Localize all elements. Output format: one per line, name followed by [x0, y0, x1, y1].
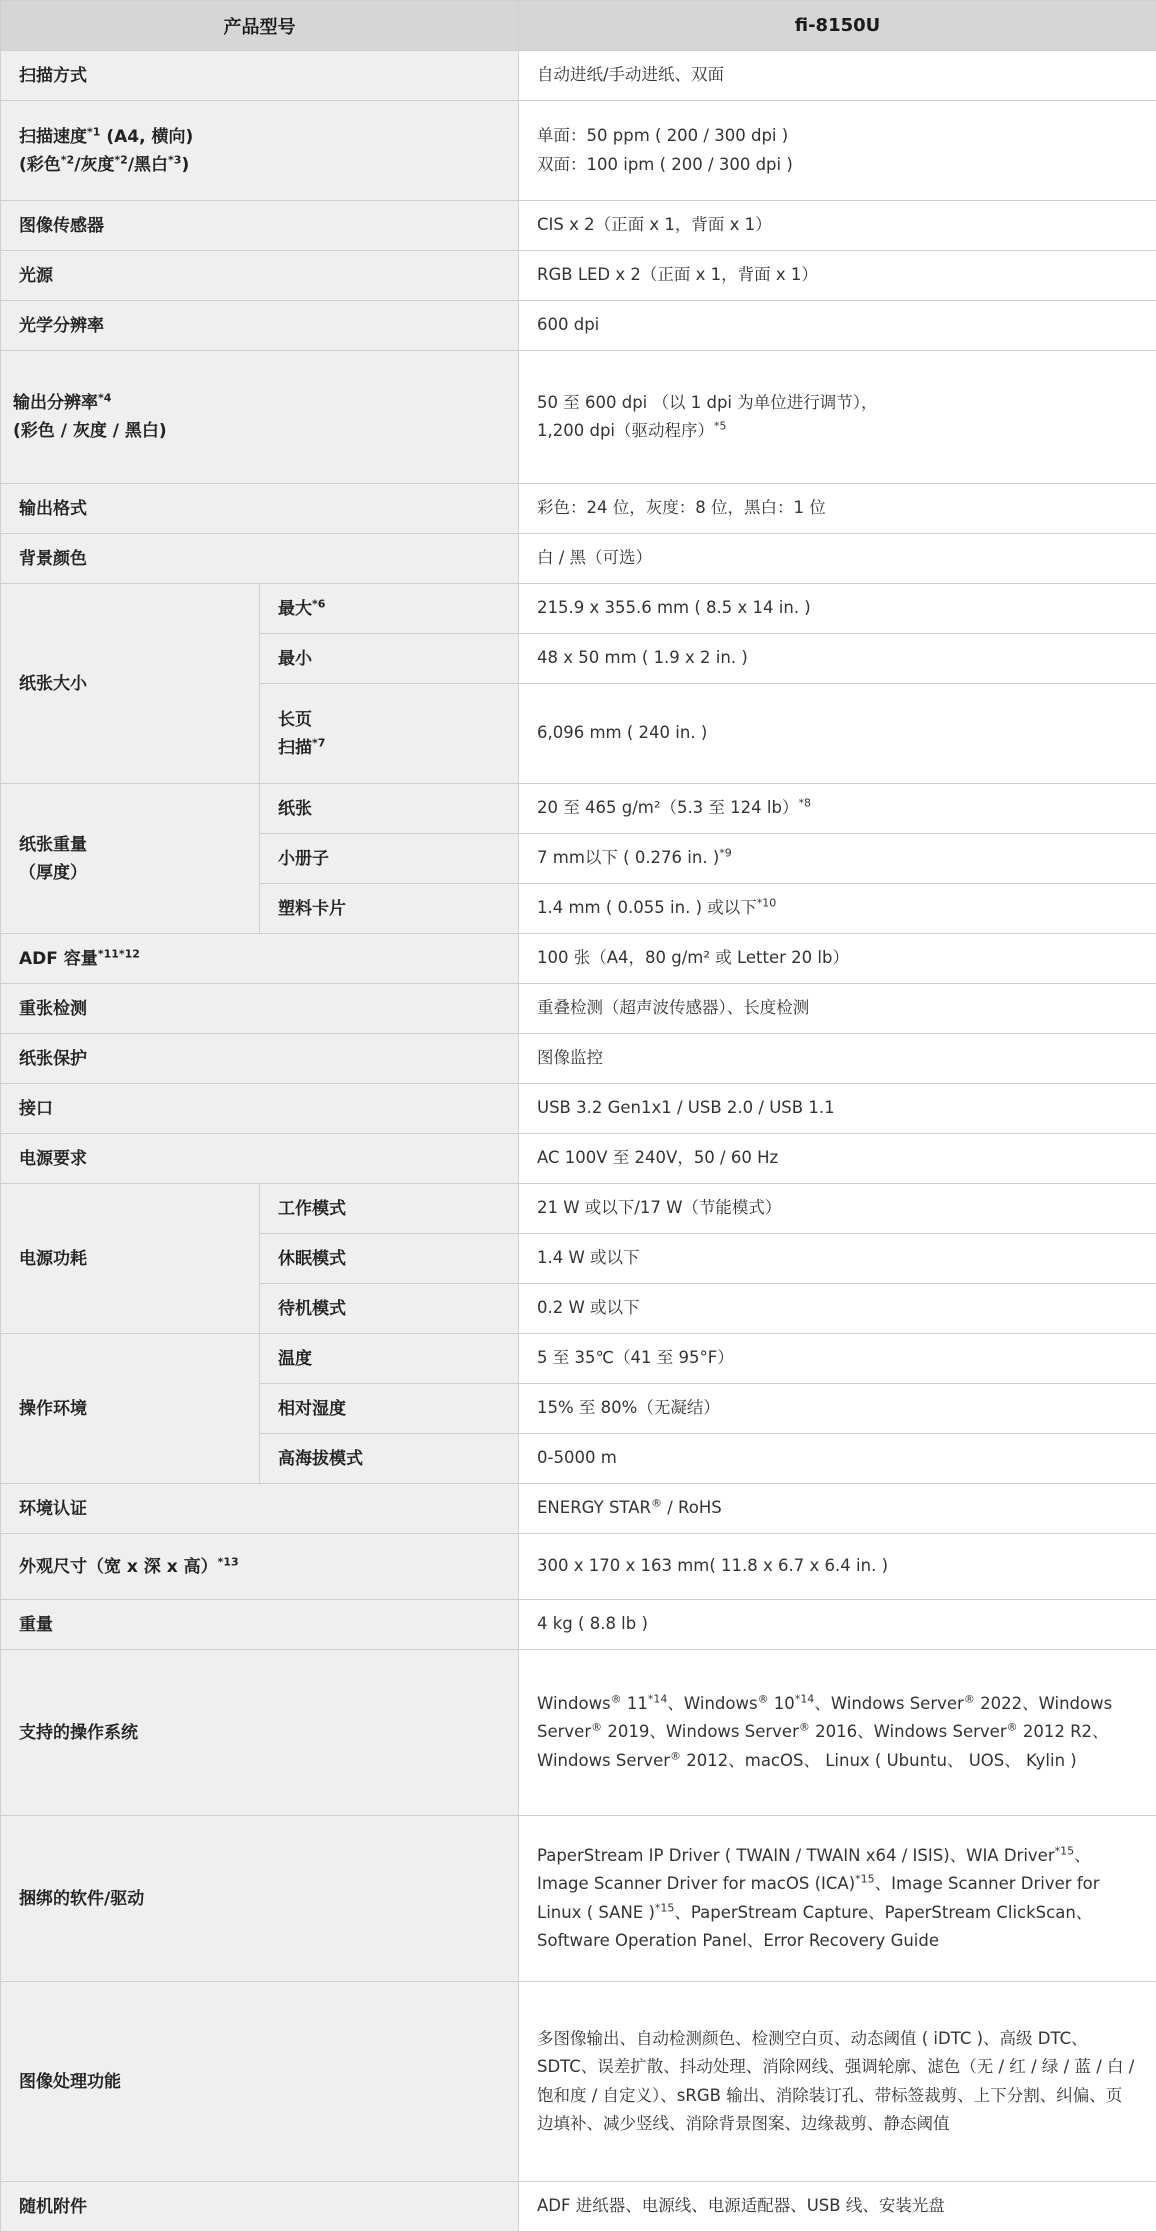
temperature-label: 温度	[260, 1334, 519, 1384]
image-sensor-label: 图像传感器	[1, 201, 519, 251]
background-color-label: 背景颜色	[1, 534, 519, 584]
bundled-software-label: 捆绑的软件/驱动	[1, 1816, 519, 1982]
output-format-value: 彩色：24 位，灰度：8 位，黑白：1 位	[519, 484, 1156, 534]
image-processing-value: 多图像输出、自动检测颜色、检测空白页、动态阈值 ( iDTC )、高级 DTC、SDTC、误差扩散、抖动处理、消除网线、强调轮廓、滤色（无 / 红 / 绿 / 蓝 / 白 /饱和度 / 自定义）、sRGB 输出、消除装订孔、带标签裁剪、上下分割、纠偏、页边填补、减少竖线、消除背景图案、边缘裁剪、静态阈值	[519, 1982, 1156, 2182]
table-row	[1, 484, 1156, 534]
supported-os-value: Windows® 11$^{*14}$、Windows® 10$^{*14}$、Windows Server® 2022、Windows Server® 2019、Windows Server® 2016、Windows Server® 2012 R2、Windows Server® 2012、macOS、 Linux ( Ubuntu、 UOS、 Kylin )	[519, 1650, 1156, 1816]
table-row	[1, 251, 1156, 301]
paper-protection-label: 纸张保护	[1, 1034, 519, 1084]
multifeed-detection-value: 重叠检测（超声波传感器）、长度检测	[519, 984, 1156, 1034]
table-row	[1, 1134, 1156, 1184]
table-row	[1, 1484, 1156, 1534]
light-source-label: 光源	[1, 251, 519, 301]
power-sleep-value: 1.4 W 或以下	[519, 1234, 1156, 1284]
optical-resolution-label: 光学分辨率	[1, 301, 519, 351]
power-standby-value: 0.2 W 或以下	[519, 1284, 1156, 1334]
table-row	[1, 301, 1156, 351]
interface-value: USB 3.2 Gen1x1 / USB 2.0 / USB 1.1	[519, 1084, 1156, 1134]
table-row	[1, 2182, 1156, 2232]
power-requirement-label: 电源要求	[1, 1134, 519, 1184]
environment-cert-value: ENERGY STAR® / RoHS	[519, 1484, 1156, 1534]
table-row	[1, 1534, 1156, 1600]
model-label: 产品型号	[1, 1, 519, 51]
altitude-mode-value: 0-5000 m	[519, 1434, 1156, 1484]
image-processing-label: 图像处理功能	[1, 1982, 519, 2182]
humidity-label: 相对湿度	[260, 1384, 519, 1434]
table-row	[1, 534, 1156, 584]
environment-cert-label: 环境认证	[1, 1484, 519, 1534]
paper-size-min-label: 最小	[260, 634, 519, 684]
table-row	[1, 351, 1156, 484]
adf-capacity-label: ADF 容量$^{*11*12}$	[1, 934, 519, 984]
power-consumption-label: 电源功耗	[1, 1184, 260, 1334]
paper-weight-paper-value: 20 至 465 g/m²（5.3 至 124 lb）$^{*8}$	[519, 784, 1156, 834]
scan-speed-label: 扫描速度$^{*1}$ (A4, 横向) (彩色$^{*2}$/灰度$^{*2}$/黑白$^{*3}$)	[1, 101, 519, 201]
scan-speed-value: 单面：50 ppm ( 200 / 300 dpi ) 双面：100 ipm ( 200 / 300 dpi )	[519, 101, 1156, 201]
background-color-value: 白 / 黑（可选）	[519, 534, 1156, 584]
power-operating-value: 21 W 或以下/17 W（节能模式）	[519, 1184, 1156, 1234]
paper-weight-paper-label: 纸张	[260, 784, 519, 834]
dimensions-value: 300 x 170 x 163 mm( 11.8 x 6.7 x 6.4 in. )	[519, 1534, 1156, 1600]
table-row	[1, 101, 1156, 201]
altitude-mode-label: 高海拔模式	[260, 1434, 519, 1484]
table-row	[1, 1650, 1156, 1816]
scan-method-value: 自动进纸/手动进纸、双面	[519, 51, 1156, 101]
model-value: fi-8150U	[519, 1, 1156, 51]
table-row	[1, 1184, 1156, 1234]
paper-weight-booklet-label: 小册子	[260, 834, 519, 884]
weight-value: 4 kg ( 8.8 lb )	[519, 1600, 1156, 1650]
table-row	[1, 934, 1156, 984]
table-row	[1, 1084, 1156, 1134]
power-sleep-label: 休眠模式	[260, 1234, 519, 1284]
accessories-label: 随机附件	[1, 2182, 519, 2232]
power-standby-label: 待机模式	[260, 1284, 519, 1334]
paper-size-label: 纸张大小	[1, 584, 260, 784]
optical-resolution-value: 600 dpi	[519, 301, 1156, 351]
power-requirement-value: AC 100V 至 240V，50 / 60 Hz	[519, 1134, 1156, 1184]
output-format-label: 输出格式	[1, 484, 519, 534]
power-operating-label: 工作模式	[260, 1184, 519, 1234]
paper-size-max-value: 215.9 x 355.6 mm ( 8.5 x 14 in. )	[519, 584, 1156, 634]
supported-os-label: 支持的操作系统	[1, 1650, 519, 1816]
table-row	[1, 201, 1156, 251]
paper-size-min-value: 48 x 50 mm ( 1.9 x 2 in. )	[519, 634, 1156, 684]
paper-weight-label: 纸张重量 （厚度）	[1, 784, 260, 934]
table-row	[1, 584, 1156, 634]
dimensions-label: 外观尺寸（宽 x 深 x 高）$^{*13}$	[1, 1534, 519, 1600]
humidity-value: 15% 至 80%（无凝结）	[519, 1384, 1156, 1434]
multifeed-detection-label: 重张检测	[1, 984, 519, 1034]
light-source-value: RGB LED x 2（正面 x 1，背面 x 1）	[519, 251, 1156, 301]
paper-size-long-label: 长页 扫描$^{*7}$	[260, 684, 519, 784]
paper-size-max-label: 最大$^{*6}$	[260, 584, 519, 634]
image-sensor-value: CIS x 2（正面 x 1，背面 x 1）	[519, 201, 1156, 251]
paper-protection-value: 图像监控	[519, 1034, 1156, 1084]
interface-label: 接口	[1, 1084, 519, 1134]
temperature-value: 5 至 35℃（41 至 95°F）	[519, 1334, 1156, 1384]
table-row	[1, 984, 1156, 1034]
output-resolution-value: 50 至 600 dpi （以 1 dpi 为单位进行调节）， 1,200 dpi（驱动程序）$^{*5}$	[519, 351, 1156, 484]
table-row	[1, 1816, 1156, 1982]
table-row	[1, 1034, 1156, 1084]
scan-method-label: 扫描方式	[1, 51, 519, 101]
bundled-software-value: PaperStream IP Driver ( TWAIN / TWAIN x64 / ISIS)、WIA Driver$^{*15}$、Image Scanner Driver for macOS (ICA)$^{*15}$、Image Scanner Driver for Linux ( SANE )$^{*15}$、PaperStream Capture、PaperStream ClickScan、Software Operation Panel、Error Recovery Guide	[519, 1816, 1156, 1982]
paper-size-long-value: 6,096 mm ( 240 in. )	[519, 684, 1156, 784]
table-row	[1, 51, 1156, 101]
paper-weight-card-value: 1.4 mm ( 0.055 in. ) 或以下$^{*10}$	[519, 884, 1156, 934]
paper-weight-booklet-value: 7 mm以下 ( 0.276 in. )$^{*9}$	[519, 834, 1156, 884]
paper-weight-card-label: 塑料卡片	[260, 884, 519, 934]
table-row	[1, 784, 1156, 834]
table-row	[1, 1600, 1156, 1650]
table-row	[1, 1982, 1156, 2182]
output-resolution-label: 输出分辨率$^{*4}$ (彩色 / 灰度 / 黑白)	[1, 351, 519, 484]
accessories-value: ADF 进纸器、电源线、电源适配器、USB 线、安装光盘	[519, 2182, 1156, 2232]
adf-capacity-value: 100 张（A4，80 g/m² 或 Letter 20 lb）	[519, 934, 1156, 984]
operating-environment-label: 操作环境	[1, 1334, 260, 1484]
table-row	[1, 1334, 1156, 1384]
weight-label: 重量	[1, 1600, 519, 1650]
table-header-row	[1, 1, 1156, 51]
